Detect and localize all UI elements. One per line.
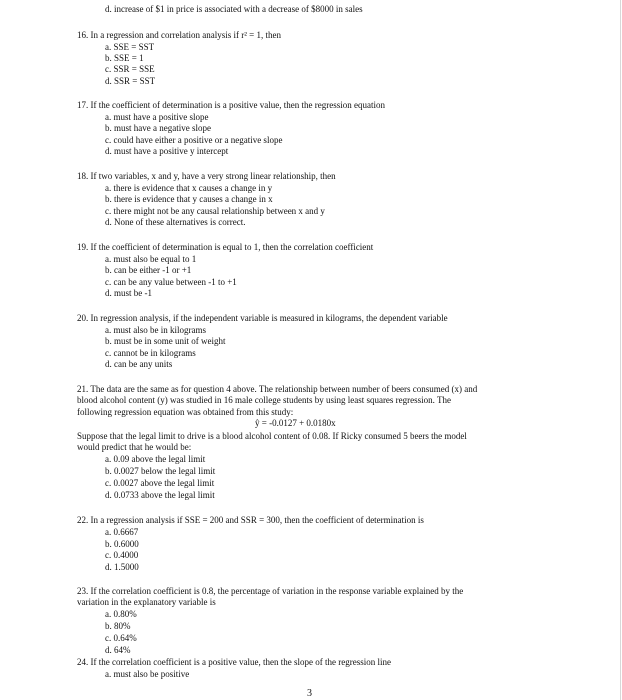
q23-option-c: c. 0.64% [105, 633, 137, 643]
q23-option-b: b. 80% [105, 621, 131, 631]
q23-option-d: d. 64% [105, 645, 131, 655]
q19-option-b: b. can be either -1 or +1 [105, 265, 192, 275]
q21-option-d: d. 0.0733 above the legal limit [105, 490, 215, 500]
q16-option-c: c. SSR = SSE [105, 64, 155, 74]
q20-option-b: b. must be in some unit of weight [105, 336, 226, 346]
q23-option-a: a. 0.80% [105, 609, 137, 619]
q19-option-c: c. can be any value between -1 to +1 [105, 277, 237, 287]
q19-option-d: d. must be -1 [105, 288, 152, 298]
q21-stem-line-4: Suppose that the legal limit to drive is a blood alcohol content of 0.08. If Ricky consumed 5 beers the model [77, 431, 467, 441]
q24-stem: 24. If the correlation coefficient is a positive value, then the slope of the regression line [77, 657, 391, 667]
q22-option-a: a. 0.6667 [105, 527, 139, 537]
q21-option-b: b. 0.0027 below the legal limit [105, 466, 216, 476]
q23-stem-line-1: 23. If the correlation coefficient is 0.8, the percentage of variation in the response variable explained by the [77, 586, 464, 596]
q17-option-c: c. could have either a positive or a negative slope [105, 135, 283, 145]
q18-option-c: c. there might not be any causal relationship between x and y [105, 206, 325, 216]
q21-regression-equation: ŷ = -0.0127 + 0.0180x [255, 418, 336, 428]
q20-option-a: a. must also be in kilograms [105, 325, 206, 335]
q22-stem: 22. In a regression analysis if SSE = 200 and SSR = 300, then the coefficient of determination is [77, 515, 424, 525]
q17-option-a: a. must have a positive slope [105, 112, 209, 122]
q16-option-d: d. SSR = SST [105, 76, 156, 86]
q16-stem: 16. In a regression and correlation analysis if r² = 1, then [77, 30, 281, 40]
q21-stem-line-5: would predict that he would be: [77, 442, 192, 452]
q16-option-b: b. SSE = 1 [105, 53, 144, 63]
q19-stem: 19. If the coefficient of determination is equal to 1, then the correlation coefficient [77, 242, 374, 252]
q21-stem-line-2: blood alcohol content (y) was studied in 16 male college students by using least squares regression. The [77, 395, 452, 405]
q21-option-c: c. 0.0027 above the legal limit [105, 478, 215, 488]
q17-option-b: b. must have a negative slope [105, 123, 211, 133]
q21-option-a: a. 0.09 above the legal limit [105, 454, 206, 464]
q15-option-d: d. increase of $1 in price is associated with a decrease of $8000 in sales [105, 4, 363, 14]
page-number: 3 [307, 688, 312, 699]
q22-option-b: b. 0.6000 [105, 539, 139, 549]
q17-stem: 17. If the coefficient of determination is a positive value, then the regression equation [77, 100, 385, 110]
q20-stem: 20. In regression analysis, if the independent variable is measured in kilograms, the dependent variable [77, 313, 448, 323]
q22-option-d: d. 1.5000 [105, 562, 139, 572]
q18-option-d: d. None of these alternatives is correct. [105, 217, 246, 227]
q17-option-d: d. must have a positive y intercept [105, 146, 229, 156]
q18-stem: 18. If two variables, x and y, have a very strong linear relationship, then [77, 171, 336, 181]
q20-option-d: d. can be any units [105, 359, 173, 369]
q23-stem-line-2: variation in the explanatory variable is [77, 597, 216, 607]
q24-option-a: a. must also be positive [105, 669, 190, 679]
q19-option-a: a. must also be equal to 1 [105, 254, 197, 264]
q16-option-a: a. SSE = SST [105, 42, 155, 52]
q20-option-c: c. cannot be in kilograms [105, 348, 196, 358]
q18-option-b: b. there is evidence that y causes a change in x [105, 194, 273, 204]
q22-option-c: c. 0.4000 [105, 550, 139, 560]
q18-option-a: a. there is evidence that x causes a change in y [105, 183, 273, 193]
q21-stem-line-1: 21. The data are the same as for question 4 above. The relationship between number of beers consumed (x) and [77, 384, 478, 394]
q21-stem-line-3: following regression equation was obtained from this study: [77, 407, 294, 417]
